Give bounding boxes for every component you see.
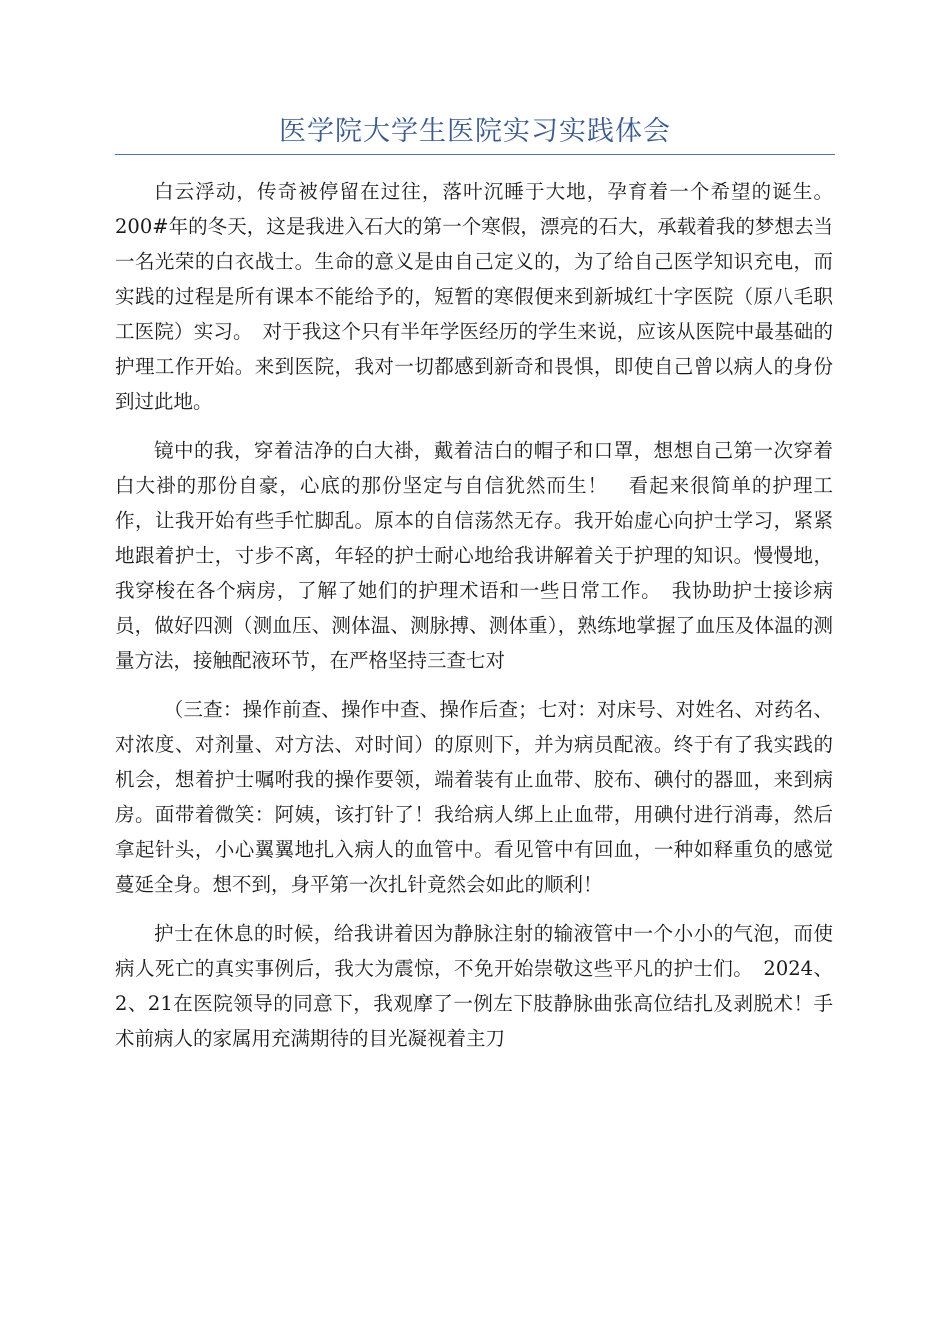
paragraph-1: 白云浮动，传奇被停留在过往，落叶沉睡于大地，孕育着一个希望的诞生。200#年的冬天，这是我进入石大的第一个寒假，漂亮的石大，承载着我的梦想去当一名光荣的白衣战士。生命的意义是由自己定义的，为了给自己医学知识充电，而实践的过程是所有课本不能给予的，短暂的寒假便来到新城红十字医院（原八毛职工医院）实习。 对于我这个只有半年学医经历的学生来说，应该从医院中最基础的护理工作开始。来到医院，我对一切都感到新奇和畏惧，即使自己曾以病人的身份到过此地。 (115, 180, 833, 413)
document-body (115, 174, 833, 1056)
title-underline (115, 154, 835, 155)
paragraph-4: 护士在休息的时候，给我讲着因为静脉注射的输液管中一个小小的气泡，而使病人死亡的真实事例后，我大为震惊，不免开始崇敬这些平凡的护士们。 2024、2、21在医院领导的同意下，我观摩了一例左下肢静脉曲张高位结扎及剥脱术！手术前病人的家属用充满期待的目光凝视着主刀 (115, 922, 833, 1050)
paragraph-3: （三查：操作前查、操作中查、操作后查；七对：对床号、对姓名、对药名、对浓度、对剂量、对方法、对时间）的原则下，并为病员配液。终于有了我实践的机会，想着护士嘱咐我的操作要领，端着装有止血带、胶布、碘付的器皿，来到病房。面带着微笑：阿姨，该打针了！我给病人绑上止血带，用碘付进行消毒，然后拿起针头，小心翼翼地扎入病人的血管中。看见管中有回血，一种如释重负的感觉蔓延全身。想不到，身平第一次扎针竟然会如此的顺利！ (115, 698, 833, 896)
paragraph-2: 镜中的我，穿着洁净的白大褂，戴着洁白的帽子和口罩，想想自己第一次穿着白大褂的那份自豪，心底的那份坚定与自信犹然而生！ 看起来很简单的护理工作，让我开始有些手忙脚乱。原本的自信荡然无存。我开始虚心向护士学习，紧紧地跟着护士，寸步不离，年轻的护士耐心地给我讲解着关于护理的知识。慢慢地，我穿梭在各个病房，了解了她们的护理术语和一些日常工作。 我协助护士接诊病员，做好四测（测血压、测体温、测脉搏、测体重），熟练地掌握了血压及体温的测量方法，接触配液环节，在严格坚持三查七对 (115, 439, 833, 672)
document-title: 医学院大学生医院实习实践体会 (279, 116, 671, 147)
